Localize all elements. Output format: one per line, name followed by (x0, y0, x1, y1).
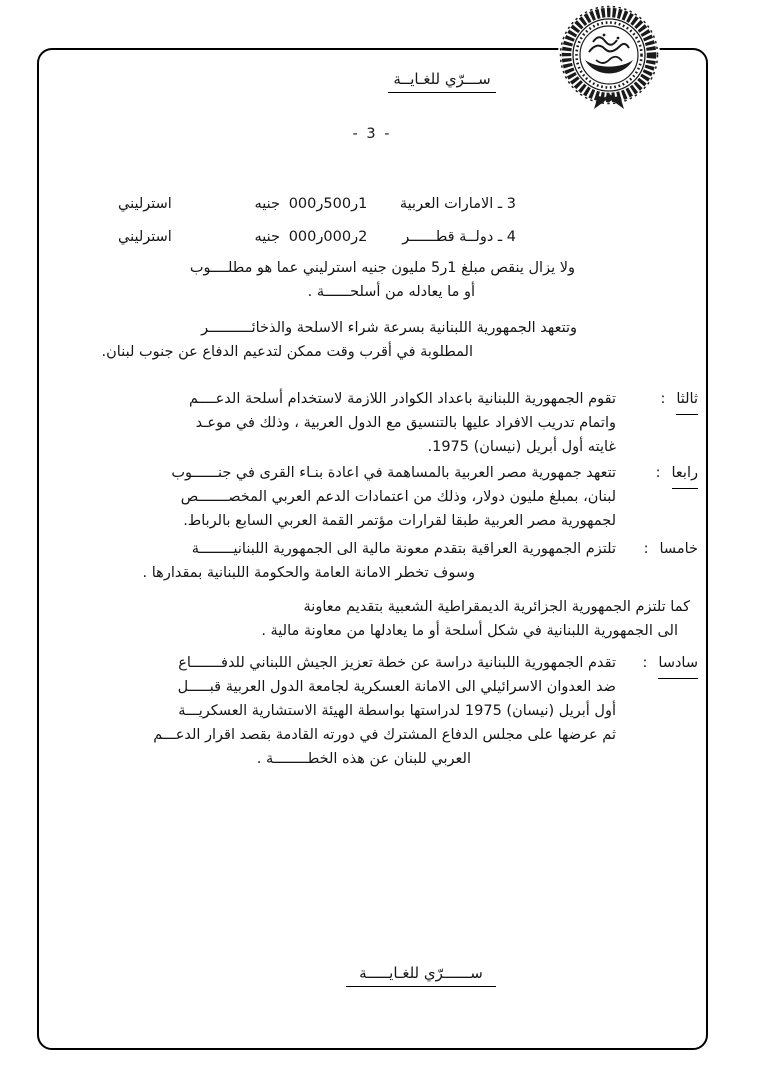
contributions-list (118, 192, 516, 258)
paragraph-line: المطلوبة في أقرب وقت ممكن لتدعيم الدفاع عن جنوب لبنان. (101, 344, 473, 360)
section-sixth (58, 651, 698, 771)
section-line: وسوف تخطر الامانة العامة والحكومة اللبنانية بمقدارها . (142, 565, 475, 581)
contribution-amount: 2ر000ر000 (288, 229, 368, 245)
section-line: العربي للبنان عن هذه الخطــــــــة . (256, 751, 471, 767)
arab-league-emblem (556, 4, 662, 118)
paragraph-line: أو ما يعادله من أسلحــــــة . (307, 284, 475, 300)
section-colon: : (643, 541, 649, 557)
section-line: تقوم الجمهورية اللبنانية باعداد الكوادر اللازمة لاستخدام أسلحة الدعــــم (189, 391, 616, 407)
contribution-row-uae (118, 192, 516, 216)
contribution-currency (118, 225, 280, 249)
contribution-currency (118, 192, 280, 216)
paragraph-line: ولا يزال ينقص مبلغ 1ر5 مليون جنيه استرليني عما هو مطلــــوب (189, 260, 575, 276)
contribution-row-qatar (118, 225, 516, 249)
paragraph-line: كما تلتزم الجمهورية الجزائرية الديمقراطية الشعبية بتقديم معاونة (303, 599, 690, 615)
section-label-column (616, 537, 698, 561)
section-label: رابعا (672, 461, 698, 489)
paragraph-line: الى الجمهورية اللبنانية في شكل أسلحة أو ما يعادلها من معاونة مالية . (261, 623, 678, 639)
arab-league-seal-icon (556, 4, 662, 118)
section-line: غايته أول أبريل (نيسان) 1975. (427, 439, 616, 455)
contribution-label: 3 ـ الامارات العربية (399, 196, 516, 212)
classification-header: ســـرّي للغـايــة (388, 70, 496, 93)
section-line: تقدم الجمهورية اللبنانية دراسة عن خطة تعزيز الجيش اللبناني للدفـــــــاع (178, 655, 616, 671)
section-body (58, 461, 616, 533)
section-line: ثم عرضها على مجلس الدفاع المشترك في دورته القادمة بقصد اقرار الدعـــم (153, 727, 616, 743)
section-label: خامسا (659, 541, 698, 557)
section-line: ضد العدوان الاسرائيلي الى الامانة العسكرية لجامعة الدول العربية قبـــــل (177, 679, 616, 695)
section-label-column (616, 651, 698, 675)
section-line: لجمهورية مصر العربية طبقا لقرارات مؤتمر القمة العربي السابع بالرباط. (183, 513, 616, 529)
currency-word: استرليني (118, 229, 172, 245)
currency-word: جنيه (254, 229, 281, 245)
section-label: سادسا (658, 651, 698, 679)
section-body (58, 387, 616, 459)
section-fourth (58, 461, 698, 533)
page-number: - 3 - (352, 126, 392, 142)
paragraph-line: وتتعهد الجمهورية اللبنانية بسرعة شراء الاسلحة والذخائــــــــــر (201, 320, 577, 336)
section-body (58, 651, 616, 771)
section-fifth (58, 537, 698, 585)
paragraph-algeria (261, 595, 690, 643)
section-line: تلتزم الجمهورية العراقية بتقدم معونة مالية الى الجمهورية اللبنانيــــــــة (191, 541, 616, 557)
classification-footer: ســــــرّي للغـايـــــة (346, 964, 496, 987)
section-colon: : (660, 391, 666, 407)
currency-word: جنيه (254, 196, 281, 212)
section-body (58, 537, 616, 585)
paragraph-shortfall (190, 256, 575, 304)
section-label-column (616, 387, 698, 411)
section-line: أول أبريل (نيسان) 1975 لدراستها بواسطة الهيئة الاستشارية العسكريـــة (178, 703, 616, 719)
section-line: تتعهد جمهورية مصر العربية بالمساهمة في اعادة بنـاء القرى في جنــــــوب (171, 465, 616, 481)
contribution-amount: 1ر500ر000 (288, 196, 368, 212)
section-colon: : (642, 655, 648, 671)
section-label: ثالثا (676, 387, 698, 415)
contribution-label: 4 ـ دولــة قطــــــر (402, 229, 516, 245)
section-line: لبنان، بمبلغ مليون دولار، وذلك من اعتمادات الدعم العربي المخصـــــــص (180, 489, 616, 505)
section-colon: : (655, 465, 661, 481)
section-line: واتمام تدريب الافراد عليها بالتنسيق مع الدول العربية ، وذلك في موعـد (195, 415, 616, 431)
section-third (58, 387, 698, 459)
currency-word: استرليني (118, 196, 172, 212)
paragraph-lebanon-pledge (102, 316, 577, 364)
section-label-column (616, 461, 698, 485)
